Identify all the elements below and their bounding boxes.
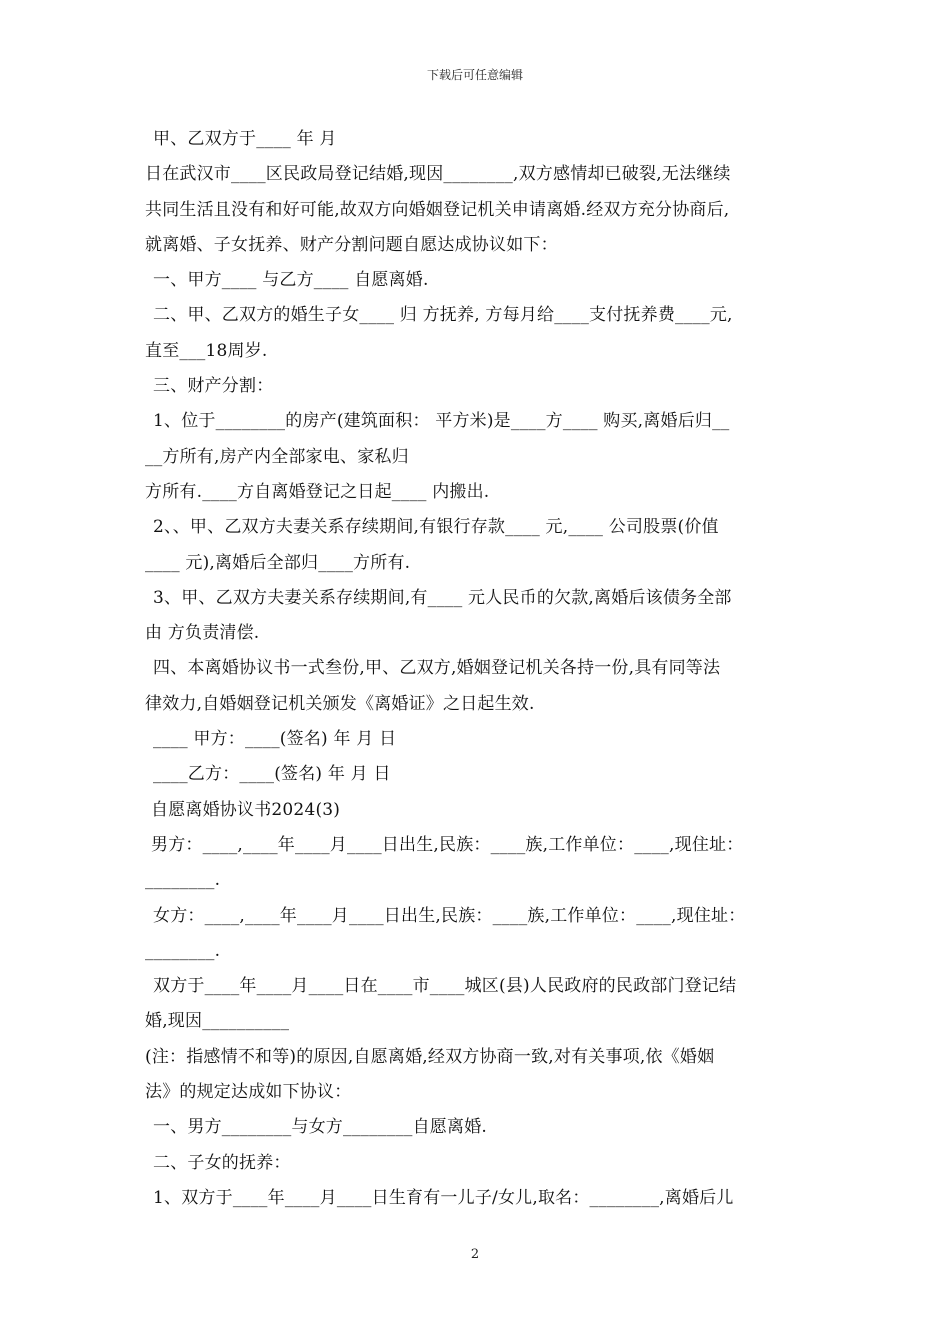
text-line: 日在武汉市____区民政局登记结婚,现因________,双方感情却已破裂,无法继续 <box>145 164 731 185</box>
text-line: 方所有.____方自离婚登记之日起____ 内搬出. <box>145 481 490 502</box>
text-line: 二、子女的抚养： <box>153 1152 291 1173</box>
text-line: 婚,现因__________ <box>145 1011 290 1032</box>
text-line: __方所有,房产内全部家电、家私归 <box>145 446 409 467</box>
section-title: 自愿离婚协议书2024(3) <box>151 799 341 820</box>
signature-line-party-b: ____乙方：____(签名) 年 月 日 <box>153 764 391 785</box>
text-line: 直至___18周岁. <box>145 340 268 361</box>
page-number: 2 <box>470 1247 480 1262</box>
text-line: ________. <box>145 940 221 961</box>
page-header: 下载后可任意编辑 <box>426 68 523 82</box>
text-line: 双方于____年____月____日在____市____城区(县)人民政府的民政部门登记结 <box>153 976 737 997</box>
text-line: 女方：____,____年____月____日出生,民族：____族,工作单位：____,现住址： <box>153 905 746 926</box>
signature-line-party-a: ____ 甲方：____(签名) 年 月 日 <box>153 729 397 750</box>
text-line: 二、甲、乙双方的婚生子女____ 归 方抚养, 方每月给____支付抚养费____元, <box>153 305 733 326</box>
text-line: 男方：____,____年____月____日出生,民族：____族,工作单位：____,现住址： <box>151 834 744 855</box>
text-line: 2、、甲、乙双方夫妻关系存续期间,有银行存款____ 元,____ 公司股票(价值 <box>153 517 719 538</box>
text-line: 1、双方于____年____月____日生育有一儿子/女儿,取名：________,离婚后儿 <box>153 1187 734 1208</box>
text-line: 三、财产分割： <box>153 376 274 397</box>
text-line: 3、甲、乙双方夫妻关系存续期间,有____ 元人民币的欠款,离婚后该债务全部 <box>153 587 732 608</box>
text-line: 律效力,自婚姻登记机关颁发《离婚证》之日起生效. <box>145 693 535 714</box>
text-line: 甲、乙双方于____ 年 月 <box>153 129 337 149</box>
text-line: 由 方负责清偿. <box>145 623 260 644</box>
text-line: 共同生活且没有和好可能,故双方向婚姻登记机关申请离婚.经双方充分协商后, <box>145 199 730 220</box>
text-line: (注：指感情不和等)的原因,自愿离婚,经双方协商一致,对有关事项,依《婚姻 <box>145 1046 715 1067</box>
text-line: ________. <box>145 870 221 891</box>
agreement-body <box>145 122 825 1216</box>
text-line: 一、男方________与女方________自愿离婚. <box>153 1117 488 1138</box>
text-line: 四、本离婚协议书一式叁份,甲、乙双方,婚姻登记机关各持一份,具有同等法 <box>153 658 721 679</box>
text-line: 一、甲方____ 与乙方____ 自愿离婚. <box>153 270 429 291</box>
text-line: ____ 元),离婚后全部归____方所有. <box>145 552 411 573</box>
text-line: 就离婚、子女抚养、财产分割问题自愿达成协议如下： <box>145 234 558 255</box>
text-line: 法》的规定达成如下协议： <box>145 1082 352 1103</box>
text-line: 1、位于________的房产(建筑面积： 平方米)是____方____ 购买,离婚后归__ <box>153 411 730 432</box>
